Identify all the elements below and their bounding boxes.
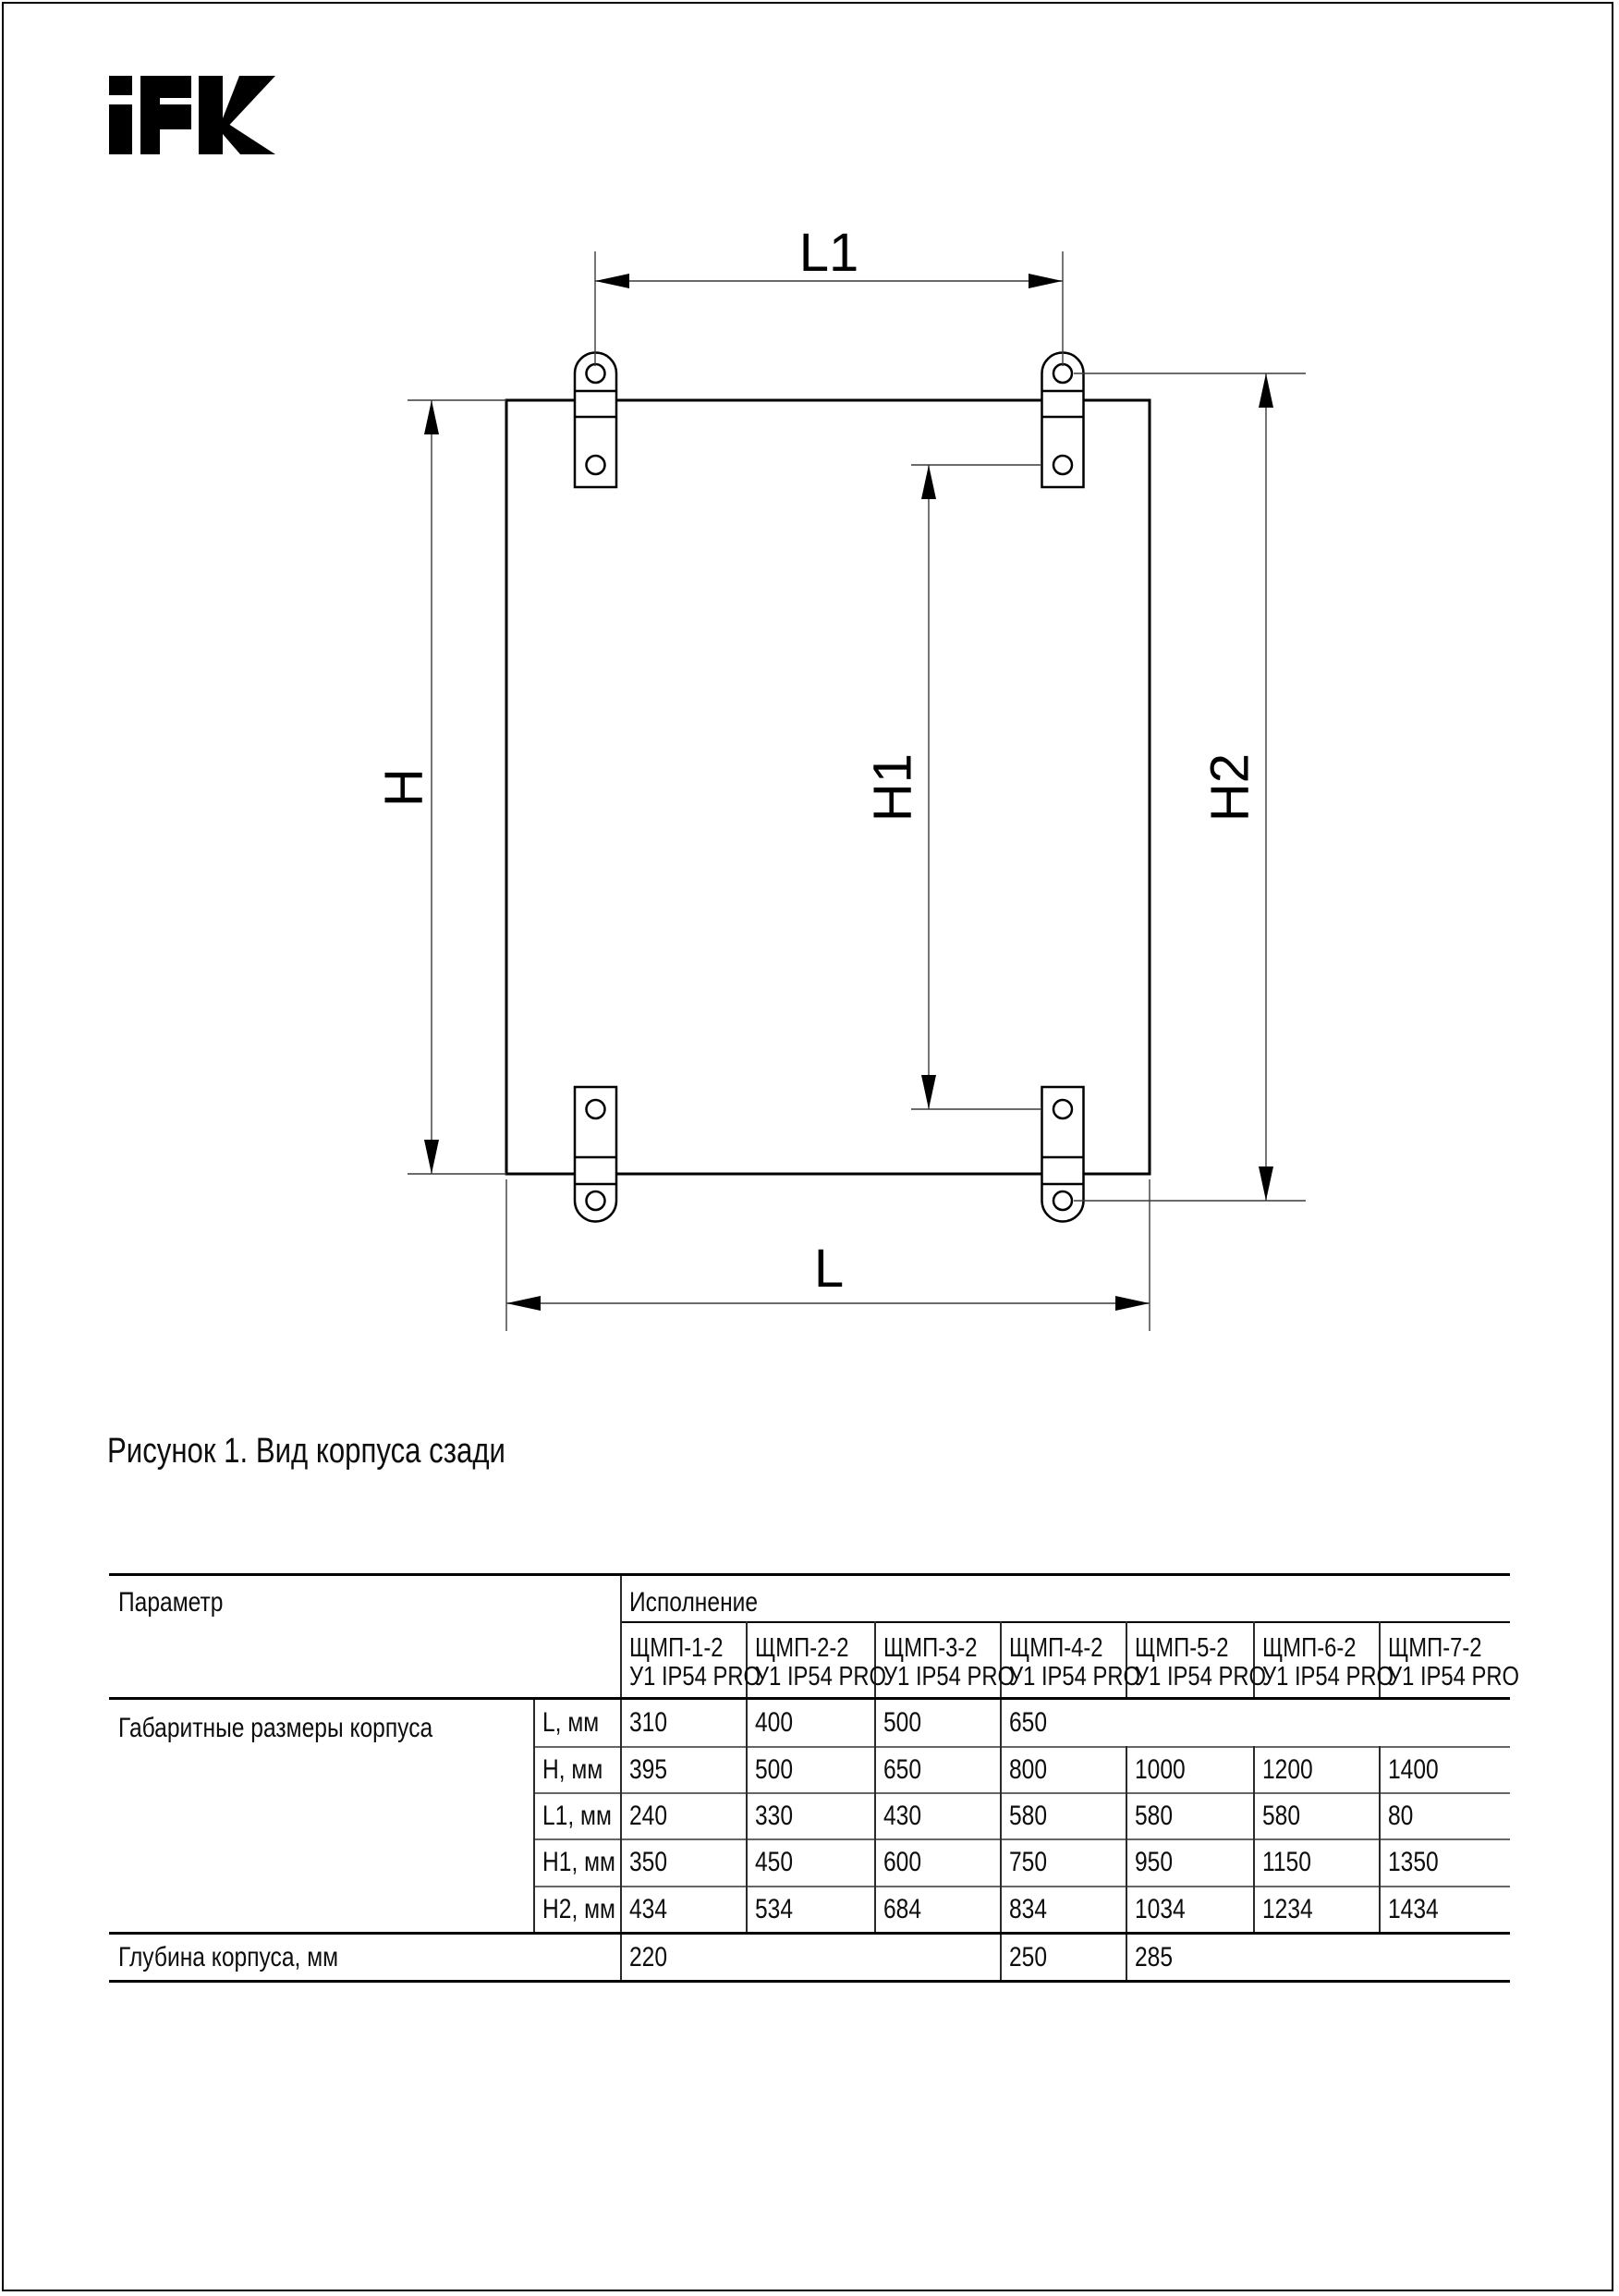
dimension-l1	[595, 223, 1063, 366]
depth-label-cell: Глубина корпуса, мм	[118, 1941, 339, 1972]
value-cell: 1350	[1380, 1839, 1510, 1887]
value-cell: 580	[1001, 1793, 1126, 1839]
value-cell: 950	[1126, 1839, 1254, 1887]
value-cell: 750	[1001, 1839, 1126, 1887]
model-header-cell: ЩМП-7-2 У1 IP54 PRO	[1380, 1622, 1510, 1699]
value-cell: 500	[875, 1699, 1001, 1747]
enclosure-body	[506, 400, 1150, 1174]
dim-row-label-cell: L, мм	[534, 1699, 621, 1747]
value-cell: 1400	[1380, 1747, 1510, 1793]
value-cell: 240	[621, 1793, 747, 1839]
model-header-cell: ЩМП-2-2 У1 IP54 PRO	[747, 1622, 875, 1699]
value-cell: 1150	[1254, 1839, 1380, 1887]
dimension-label-h2: H2	[1199, 752, 1260, 823]
value-cell: 395	[621, 1747, 747, 1793]
value-cell: 430	[875, 1793, 1001, 1839]
mounting-bracket-top-left	[575, 353, 616, 487]
value-cell: 250	[1001, 1934, 1126, 1982]
value-cell: 580	[1126, 1793, 1254, 1839]
spec-table	[109, 1573, 1520, 1983]
value-cell: 80	[1380, 1793, 1510, 1839]
dimension-label-l1: L1	[798, 223, 859, 283]
model-header-cell: ЩМП-3-2 У1 IP54 PRO	[875, 1622, 1001, 1699]
value-cell: 600	[875, 1839, 1001, 1887]
dim-row-label-cell: L1, мм	[534, 1793, 621, 1839]
dim-row-label-cell: H1, мм	[534, 1839, 621, 1887]
figure-caption	[107, 1432, 593, 1472]
value-cell: 580	[1254, 1793, 1380, 1839]
value-cell: 450	[747, 1839, 875, 1887]
dims-group-label-cell: Габаритные размеры корпуса	[118, 1713, 433, 1743]
figure-caption-text: Рисунок 1. Вид корпуса сзади	[107, 1432, 505, 1471]
mounting-bracket-bottom-left	[575, 1087, 616, 1222]
param-header-cell: Параметр	[118, 1587, 224, 1618]
value-cell: 310	[621, 1699, 747, 1747]
value-cell: 1000	[1126, 1747, 1254, 1793]
value-cell: 650	[875, 1747, 1001, 1793]
value-cell: 350	[621, 1839, 747, 1887]
value-cell: 834	[1001, 1887, 1126, 1934]
model-header-cell: ЩМП-6-2 У1 IP54 PRO	[1254, 1622, 1380, 1699]
value-cell: 220	[621, 1934, 1001, 1982]
value-cell: 434	[621, 1887, 747, 1934]
value-cell: 1434	[1380, 1887, 1510, 1934]
value-cell: 1234	[1254, 1887, 1380, 1934]
dim-row-label-cell: H, мм	[534, 1747, 621, 1793]
model-header-cell: ЩМП-1-2 У1 IP54 PRO	[621, 1622, 747, 1699]
group-header-cell: Исполнение	[621, 1575, 1510, 1622]
value-cell: 400	[747, 1699, 875, 1747]
dimension-h2	[1074, 373, 1306, 1201]
model-header-cell: ЩМП-5-2 У1 IP54 PRO	[1126, 1622, 1254, 1699]
value-cell: 534	[747, 1887, 875, 1934]
value-cell: 1034	[1126, 1887, 1254, 1934]
dim-row-label-cell: H2, мм	[534, 1887, 621, 1934]
model-header-cell: ЩМП-4-2 У1 IP54 PRO	[1001, 1622, 1126, 1699]
dimension-label-l: L	[813, 1239, 845, 1299]
value-cell: 650	[1001, 1699, 1510, 1747]
value-cell: 800	[1001, 1747, 1126, 1793]
dimension-label-h1: H1	[862, 752, 923, 823]
value-cell: 1200	[1254, 1747, 1380, 1793]
value-cell: 330	[747, 1793, 875, 1839]
dimension-h1	[863, 465, 1041, 1109]
dimension-label-h: H	[373, 768, 434, 807]
value-cell: 684	[875, 1887, 1001, 1934]
value-cell: 285	[1126, 1934, 1510, 1982]
dimension-h	[374, 400, 507, 1174]
value-cell: 500	[747, 1747, 875, 1793]
